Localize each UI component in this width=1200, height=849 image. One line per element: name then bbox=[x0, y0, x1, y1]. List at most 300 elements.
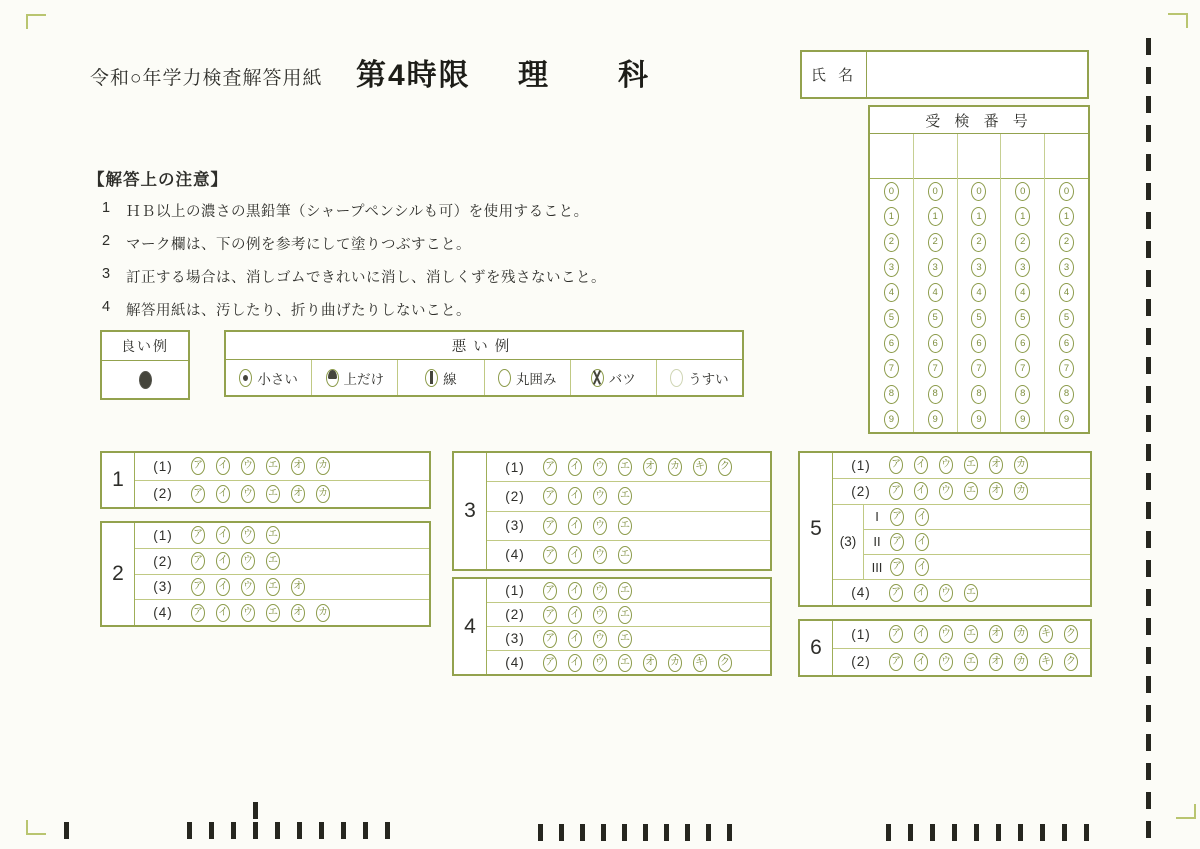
digit-cell bbox=[1001, 381, 1044, 406]
answer-bubble[interactable]: イ bbox=[915, 508, 929, 526]
answer-bubble[interactable]: ウ bbox=[593, 458, 607, 476]
circled-mark-icon bbox=[498, 369, 511, 387]
digit-bubble[interactable]: 1 bbox=[884, 207, 899, 226]
digit-bubble[interactable]: 0 bbox=[928, 182, 943, 201]
answer-bubble[interactable]: エ bbox=[964, 584, 978, 602]
answer-bubble[interactable]: エ bbox=[964, 482, 978, 500]
answer-bubble[interactable]: ウ bbox=[241, 457, 255, 475]
digit-bubble[interactable]: 5 bbox=[1015, 309, 1030, 328]
digit-bubble[interactable]: 5 bbox=[884, 309, 899, 328]
bad-example-label: バツ bbox=[608, 371, 636, 387]
digit-write-cell[interactable] bbox=[1001, 134, 1044, 179]
answer-bubble[interactable]: イ bbox=[568, 582, 582, 600]
timing-mark bbox=[319, 822, 324, 839]
faint-mark-icon bbox=[670, 369, 683, 387]
digit-cell bbox=[958, 280, 1001, 305]
digit-cell bbox=[958, 255, 1001, 280]
row-label: (2) bbox=[153, 486, 173, 502]
timing-mark bbox=[1146, 676, 1151, 693]
answer-bubble[interactable]: オ bbox=[291, 457, 305, 475]
answer-bubble[interactable]: ク bbox=[1064, 625, 1078, 643]
answer-bubble[interactable]: イ bbox=[568, 654, 582, 672]
digit-bubble[interactable]: 2 bbox=[928, 233, 943, 252]
digit-bubble[interactable]: 0 bbox=[971, 182, 986, 201]
instruction-number: 2 bbox=[102, 233, 111, 249]
digit-bubble[interactable]: 7 bbox=[884, 359, 899, 378]
digit-cell bbox=[958, 230, 1001, 255]
timing-mark bbox=[1146, 183, 1151, 200]
digit-bubble[interactable]: 3 bbox=[1059, 258, 1074, 277]
digit-bubble[interactable]: 4 bbox=[884, 283, 899, 302]
digit-cell bbox=[870, 356, 913, 381]
answer-row bbox=[135, 523, 429, 548]
name-input-area[interactable] bbox=[867, 52, 1087, 97]
timing-mark bbox=[1146, 212, 1151, 229]
timing-mark bbox=[1146, 270, 1151, 287]
answer-bubble[interactable]: ア bbox=[543, 458, 557, 476]
row-label: (2) bbox=[505, 488, 525, 504]
digit-bubble[interactable]: 8 bbox=[971, 385, 986, 404]
answer-bubble[interactable]: カ bbox=[1014, 653, 1028, 671]
answer-bubble[interactable]: ウ bbox=[241, 578, 255, 596]
instruction-text: 訂正する場合は、消しゴムできれいに消し、消しくずを残さないこと。 bbox=[126, 270, 606, 286]
digit-cell bbox=[1045, 255, 1088, 280]
row-label: (2) bbox=[153, 553, 173, 569]
answer-bubble[interactable]: ウ bbox=[241, 485, 255, 503]
timing-mark bbox=[930, 824, 935, 841]
digit-cell bbox=[958, 331, 1001, 356]
sub-row-label: III bbox=[871, 559, 883, 575]
answer-bubble[interactable]: キ bbox=[693, 458, 707, 476]
instruction-number: 3 bbox=[102, 266, 111, 282]
answer-bubble[interactable]: ア bbox=[889, 653, 903, 671]
digit-bubble[interactable]: 8 bbox=[884, 385, 899, 404]
digit-bubble[interactable]: 6 bbox=[1059, 334, 1074, 353]
answer-bubble[interactable]: ウ bbox=[241, 526, 255, 544]
answer-bubble[interactable]: エ bbox=[618, 487, 632, 505]
answer-bubble[interactable]: ウ bbox=[939, 482, 953, 500]
digit-cell bbox=[870, 407, 913, 432]
answer-bubble[interactable]: ア bbox=[543, 546, 557, 564]
answer-bubble[interactable]: エ bbox=[618, 654, 632, 672]
answer-bubble[interactable]: ア bbox=[191, 552, 205, 570]
answer-bubble[interactable]: ア bbox=[890, 558, 904, 576]
digit-cell bbox=[914, 331, 957, 356]
answer-bubble[interactable]: エ bbox=[964, 625, 978, 643]
digit-bubble[interactable]: 6 bbox=[928, 334, 943, 353]
answer-bubble[interactable]: ク bbox=[1064, 653, 1078, 671]
answer-row bbox=[833, 621, 1090, 648]
timing-mark bbox=[1146, 357, 1151, 374]
answer-bubble[interactable]: エ bbox=[266, 457, 280, 475]
answer-bubble[interactable]: エ bbox=[618, 630, 632, 648]
bubble-group bbox=[543, 654, 732, 672]
answer-bubble[interactable]: エ bbox=[964, 456, 978, 474]
timing-mark bbox=[622, 824, 627, 841]
bubble-group bbox=[543, 487, 632, 505]
digit-bubble[interactable]: 1 bbox=[928, 207, 943, 226]
timing-mark bbox=[385, 822, 390, 839]
subject-char: 科 bbox=[618, 59, 648, 92]
digit-bubble[interactable]: 6 bbox=[971, 334, 986, 353]
digit-bubble[interactable]: 0 bbox=[1059, 182, 1074, 201]
answer-bubble[interactable]: キ bbox=[1039, 653, 1053, 671]
answer-row bbox=[833, 504, 1090, 580]
digit-bubble[interactable]: 5 bbox=[971, 309, 986, 328]
bubble-group bbox=[543, 517, 632, 535]
timing-mark bbox=[1146, 763, 1151, 780]
instruction-text: マーク欄は、下の例を参考にして塗りつぶすこと。 bbox=[126, 237, 471, 253]
answer-bubble[interactable]: エ bbox=[618, 517, 632, 535]
section-number: 1 bbox=[102, 453, 135, 507]
answer-bubble[interactable]: エ bbox=[618, 458, 632, 476]
digit-bubble[interactable]: 3 bbox=[971, 258, 986, 277]
answer-bubble[interactable]: ア bbox=[889, 482, 903, 500]
timing-mark bbox=[1146, 734, 1151, 751]
digit-bubble[interactable]: 3 bbox=[928, 258, 943, 277]
answer-bubble[interactable]: ウ bbox=[593, 487, 607, 505]
row-label: (2) bbox=[505, 607, 525, 622]
answer-bubble[interactable]: エ bbox=[618, 606, 632, 624]
digit-cell bbox=[1045, 230, 1088, 255]
answer-bubble[interactable]: オ bbox=[989, 456, 1003, 474]
digit-cell bbox=[914, 280, 957, 305]
name-box bbox=[800, 50, 1089, 99]
answer-bubble[interactable]: ア bbox=[543, 630, 557, 648]
digit-bubble[interactable]: 0 bbox=[884, 182, 899, 201]
answer-bubble[interactable]: カ bbox=[316, 457, 330, 475]
answer-bubble[interactable]: オ bbox=[291, 578, 305, 596]
line-mark-icon bbox=[425, 369, 438, 387]
answer-bubble[interactable]: ア bbox=[543, 606, 557, 624]
answer-bubble[interactable]: オ bbox=[291, 485, 305, 503]
digit-write-cell[interactable] bbox=[870, 134, 913, 179]
answer-bubble[interactable]: ウ bbox=[241, 552, 255, 570]
digit-bubble[interactable]: 9 bbox=[1015, 410, 1030, 429]
digit-bubble[interactable]: 7 bbox=[928, 359, 943, 378]
digit-bubble[interactable]: 4 bbox=[1059, 283, 1074, 302]
bubble-group bbox=[543, 458, 732, 476]
answer-bubble[interactable]: エ bbox=[618, 546, 632, 564]
timing-mark bbox=[685, 824, 690, 841]
answer-section-2 bbox=[100, 521, 431, 627]
answer-bubble[interactable]: カ bbox=[1014, 482, 1028, 500]
answer-bubble[interactable]: ア bbox=[889, 625, 903, 643]
answer-bubble[interactable]: イ bbox=[914, 653, 928, 671]
digit-cell bbox=[1045, 305, 1088, 330]
answer-bubble[interactable]: イ bbox=[568, 630, 582, 648]
timing-mark bbox=[1146, 473, 1151, 490]
answer-bubble[interactable]: オ bbox=[291, 604, 305, 622]
bad-example-cell bbox=[484, 360, 570, 395]
digit-bubble[interactable]: 2 bbox=[884, 233, 899, 252]
bad-example-label: 上だけ bbox=[343, 371, 384, 387]
answer-bubble[interactable]: ウ bbox=[939, 625, 953, 643]
answer-bubble[interactable]: エ bbox=[964, 653, 978, 671]
timing-mark bbox=[1146, 299, 1151, 316]
digit-cell bbox=[870, 305, 913, 330]
digit-write-cell[interactable] bbox=[1045, 134, 1088, 179]
answer-bubble[interactable]: ア bbox=[543, 487, 557, 505]
bubble-group bbox=[543, 582, 632, 600]
answer-bubble[interactable]: イ bbox=[568, 458, 582, 476]
answer-bubble[interactable]: ウ bbox=[939, 456, 953, 474]
answer-bubble[interactable]: エ bbox=[266, 552, 280, 570]
answer-bubble[interactable]: イ bbox=[915, 533, 929, 551]
bad-example-label: 丸囲み bbox=[515, 371, 557, 387]
instruction-item bbox=[88, 233, 606, 254]
answer-bubble[interactable]: イ bbox=[216, 578, 230, 596]
answer-bubble[interactable]: ウ bbox=[593, 546, 607, 564]
timing-mark bbox=[1146, 38, 1151, 55]
timing-mark bbox=[1062, 824, 1067, 841]
answer-bubble[interactable]: ア bbox=[543, 582, 557, 600]
answer-bubble[interactable]: イ bbox=[216, 552, 230, 570]
answer-bubble[interactable]: カ bbox=[1014, 625, 1028, 643]
answer-bubble[interactable]: イ bbox=[216, 485, 230, 503]
timing-mark bbox=[1146, 154, 1151, 171]
timing-mark bbox=[601, 824, 606, 841]
answer-bubble[interactable]: エ bbox=[266, 485, 280, 503]
answer-bubble[interactable]: エ bbox=[618, 582, 632, 600]
answer-bubble[interactable]: イ bbox=[568, 546, 582, 564]
answer-bubble[interactable]: ウ bbox=[593, 630, 607, 648]
section-rows bbox=[833, 453, 1090, 605]
timing-mark bbox=[1146, 531, 1151, 548]
section-rows bbox=[487, 579, 770, 674]
answer-bubble[interactable]: ク bbox=[718, 458, 732, 476]
answer-bubble[interactable]: エ bbox=[266, 526, 280, 544]
timing-mark bbox=[908, 824, 913, 841]
answer-row bbox=[135, 599, 429, 625]
timing-mark bbox=[706, 824, 711, 841]
answer-bubble[interactable]: イ bbox=[568, 517, 582, 535]
digit-bubble[interactable]: 4 bbox=[928, 283, 943, 302]
answer-bubble[interactable]: オ bbox=[643, 654, 657, 672]
digit-bubble[interactable]: 9 bbox=[971, 410, 986, 429]
answer-row bbox=[487, 481, 770, 510]
timing-mark bbox=[1040, 824, 1045, 841]
answer-row bbox=[833, 478, 1090, 504]
answer-bubble[interactable]: ア bbox=[543, 517, 557, 535]
answer-bubble[interactable]: ウ bbox=[593, 606, 607, 624]
answer-bubble[interactable]: ウ bbox=[241, 604, 255, 622]
instruction-item bbox=[88, 299, 606, 320]
answer-bubble[interactable]: イ bbox=[915, 558, 929, 576]
digit-bubble[interactable]: 7 bbox=[1015, 359, 1030, 378]
answer-bubble[interactable]: ウ bbox=[593, 517, 607, 535]
digit-bubble[interactable]: 5 bbox=[928, 309, 943, 328]
timing-mark bbox=[363, 822, 368, 839]
instructions-list bbox=[88, 200, 606, 320]
answer-bubble[interactable]: ウ bbox=[939, 653, 953, 671]
answer-bubble[interactable]: ア bbox=[889, 456, 903, 474]
bad-example-label: うすい bbox=[688, 371, 729, 387]
timing-mark bbox=[1146, 502, 1151, 519]
exam-number-grid bbox=[870, 134, 1088, 432]
answer-bubble[interactable]: ク bbox=[718, 654, 732, 672]
digit-bubble[interactable]: 2 bbox=[971, 233, 986, 252]
digit-bubble[interactable]: 9 bbox=[884, 410, 899, 429]
bad-example-label: 小さい bbox=[257, 371, 298, 387]
digit-bubble[interactable]: 2 bbox=[1015, 233, 1030, 252]
digit-bubble[interactable]: 1 bbox=[971, 207, 986, 226]
answer-row bbox=[135, 453, 429, 480]
answer-row bbox=[487, 453, 770, 481]
answer-section-4 bbox=[452, 577, 772, 676]
answer-bubble[interactable]: オ bbox=[989, 653, 1003, 671]
top-only-mark-icon bbox=[326, 369, 339, 387]
row-label: (4) bbox=[851, 585, 871, 601]
timing-mark bbox=[1146, 241, 1151, 258]
digit-bubble[interactable]: 8 bbox=[928, 385, 943, 404]
timing-mark bbox=[996, 824, 1001, 841]
digit-bubble[interactable]: 8 bbox=[1059, 385, 1074, 404]
row-label: (3) bbox=[839, 534, 857, 550]
digit-bubble[interactable]: 6 bbox=[1015, 334, 1030, 353]
digit-bubble[interactable]: 1 bbox=[1059, 207, 1074, 226]
digit-bubble[interactable]: 6 bbox=[884, 334, 899, 353]
digit-bubble[interactable]: 4 bbox=[1015, 283, 1030, 302]
sub-rows bbox=[863, 505, 1090, 580]
digit-bubble[interactable]: 7 bbox=[971, 359, 986, 378]
answer-bubble[interactable]: イ bbox=[216, 604, 230, 622]
bad-example-box bbox=[224, 330, 744, 397]
answer-bubble[interactable]: エ bbox=[266, 604, 280, 622]
answer-section-5 bbox=[798, 451, 1092, 607]
answer-bubble[interactable]: オ bbox=[989, 482, 1003, 500]
digit-cell bbox=[914, 356, 957, 381]
bubble-group bbox=[890, 508, 929, 526]
digit-write-cell[interactable] bbox=[914, 134, 957, 179]
bubble-group bbox=[191, 485, 330, 503]
digit-cell bbox=[1045, 331, 1088, 356]
answer-bubble[interactable]: イ bbox=[914, 584, 928, 602]
bad-example-label: 線 bbox=[443, 371, 457, 387]
answer-bubble[interactable]: ア bbox=[890, 508, 904, 526]
answer-bubble[interactable]: カ bbox=[668, 458, 682, 476]
digit-cell bbox=[870, 179, 913, 204]
digit-bubble[interactable]: 0 bbox=[1015, 182, 1030, 201]
digit-cell bbox=[914, 204, 957, 229]
digit-bubble[interactable]: 8 bbox=[1015, 385, 1030, 404]
digit-write-cell[interactable] bbox=[958, 134, 1001, 179]
timing-mark bbox=[253, 822, 258, 839]
timing-mark bbox=[974, 824, 979, 841]
answer-bubble[interactable]: オ bbox=[643, 458, 657, 476]
good-example-body bbox=[102, 361, 188, 398]
exam-number-column bbox=[913, 134, 957, 432]
bubble-group bbox=[890, 533, 929, 551]
answer-row bbox=[135, 480, 429, 508]
answer-bubble[interactable]: カ bbox=[316, 604, 330, 622]
timing-mark bbox=[1146, 328, 1151, 345]
digit-cell bbox=[1001, 280, 1044, 305]
answer-bubble[interactable]: ア bbox=[191, 526, 205, 544]
bubble-group bbox=[890, 558, 929, 576]
answer-bubble[interactable]: ア bbox=[191, 578, 205, 596]
answer-bubble[interactable]: カ bbox=[1014, 456, 1028, 474]
digit-bubble[interactable]: 3 bbox=[1015, 258, 1030, 277]
answer-bubble[interactable]: イ bbox=[568, 487, 582, 505]
answer-bubble[interactable]: エ bbox=[266, 578, 280, 596]
answer-bubble[interactable]: ア bbox=[890, 533, 904, 551]
answer-bubble[interactable]: ウ bbox=[939, 584, 953, 602]
answer-bubble[interactable]: カ bbox=[668, 654, 682, 672]
answer-bubble[interactable]: ア bbox=[889, 584, 903, 602]
digit-bubble[interactable]: 3 bbox=[884, 258, 899, 277]
instruction-text: ＨＢ以上の濃さの黒鉛筆（シャープペンシルも可）を使用すること。 bbox=[126, 204, 589, 220]
bad-example-cell bbox=[570, 360, 656, 395]
row-label: (1) bbox=[153, 458, 173, 474]
good-example-box bbox=[100, 330, 190, 400]
answer-bubble[interactable]: イ bbox=[216, 526, 230, 544]
exam-number-column bbox=[1044, 134, 1088, 432]
answer-bubble[interactable]: イ bbox=[914, 625, 928, 643]
timing-mark bbox=[1146, 415, 1151, 432]
timing-mark bbox=[1018, 824, 1023, 841]
digit-bubble[interactable]: 7 bbox=[1059, 359, 1074, 378]
digit-cell bbox=[1045, 204, 1088, 229]
answer-bubble[interactable]: イ bbox=[568, 606, 582, 624]
row-label: (3) bbox=[153, 579, 173, 595]
bubble-group bbox=[543, 546, 632, 564]
answer-bubble[interactable]: キ bbox=[693, 654, 707, 672]
instructions-heading: 【解答上の注意】 bbox=[88, 171, 228, 189]
answer-bubble[interactable]: ア bbox=[191, 485, 205, 503]
answer-bubble[interactable]: イ bbox=[914, 456, 928, 474]
answer-bubble[interactable]: カ bbox=[316, 485, 330, 503]
digit-bubble[interactable]: 9 bbox=[1059, 410, 1074, 429]
section-rows bbox=[135, 453, 429, 507]
bad-example-row bbox=[226, 360, 742, 395]
timing-mark bbox=[1084, 824, 1089, 841]
timing-mark bbox=[1146, 589, 1151, 606]
answer-bubble[interactable]: キ bbox=[1039, 625, 1053, 643]
bubble-group bbox=[191, 526, 280, 544]
answer-bubble[interactable]: ア bbox=[191, 457, 205, 475]
section-rows bbox=[135, 523, 429, 625]
bubble-group bbox=[889, 653, 1078, 671]
corner-mark-top-right-icon bbox=[1168, 13, 1188, 28]
session-title: 第4時限 bbox=[356, 59, 471, 92]
answer-bubble[interactable]: オ bbox=[989, 625, 1003, 643]
answer-bubble[interactable]: ウ bbox=[593, 654, 607, 672]
row-label: (4) bbox=[505, 547, 525, 563]
answer-bubble[interactable]: ア bbox=[543, 654, 557, 672]
digit-bubble[interactable]: 2 bbox=[1059, 233, 1074, 252]
sub-row-label: I bbox=[875, 509, 879, 525]
answer-bubble[interactable]: ア bbox=[191, 604, 205, 622]
digit-cell bbox=[914, 381, 957, 406]
instructions bbox=[88, 166, 606, 332]
bubble-group bbox=[191, 578, 305, 596]
answer-bubble[interactable]: イ bbox=[216, 457, 230, 475]
bad-example-title: 悪い例 bbox=[226, 332, 742, 360]
bubble-group bbox=[191, 604, 330, 622]
row-label: (4) bbox=[505, 655, 525, 670]
digit-cell bbox=[1045, 356, 1088, 381]
answer-row bbox=[833, 579, 1090, 605]
timing-mark bbox=[886, 824, 891, 841]
digit-bubble[interactable]: 5 bbox=[1059, 309, 1074, 328]
digit-bubble[interactable]: 9 bbox=[928, 410, 943, 429]
digit-bubble[interactable]: 1 bbox=[1015, 207, 1030, 226]
digit-bubble[interactable]: 4 bbox=[971, 283, 986, 302]
answer-row bbox=[135, 574, 429, 600]
answer-bubble[interactable]: イ bbox=[914, 482, 928, 500]
answer-bubble[interactable]: ウ bbox=[593, 582, 607, 600]
